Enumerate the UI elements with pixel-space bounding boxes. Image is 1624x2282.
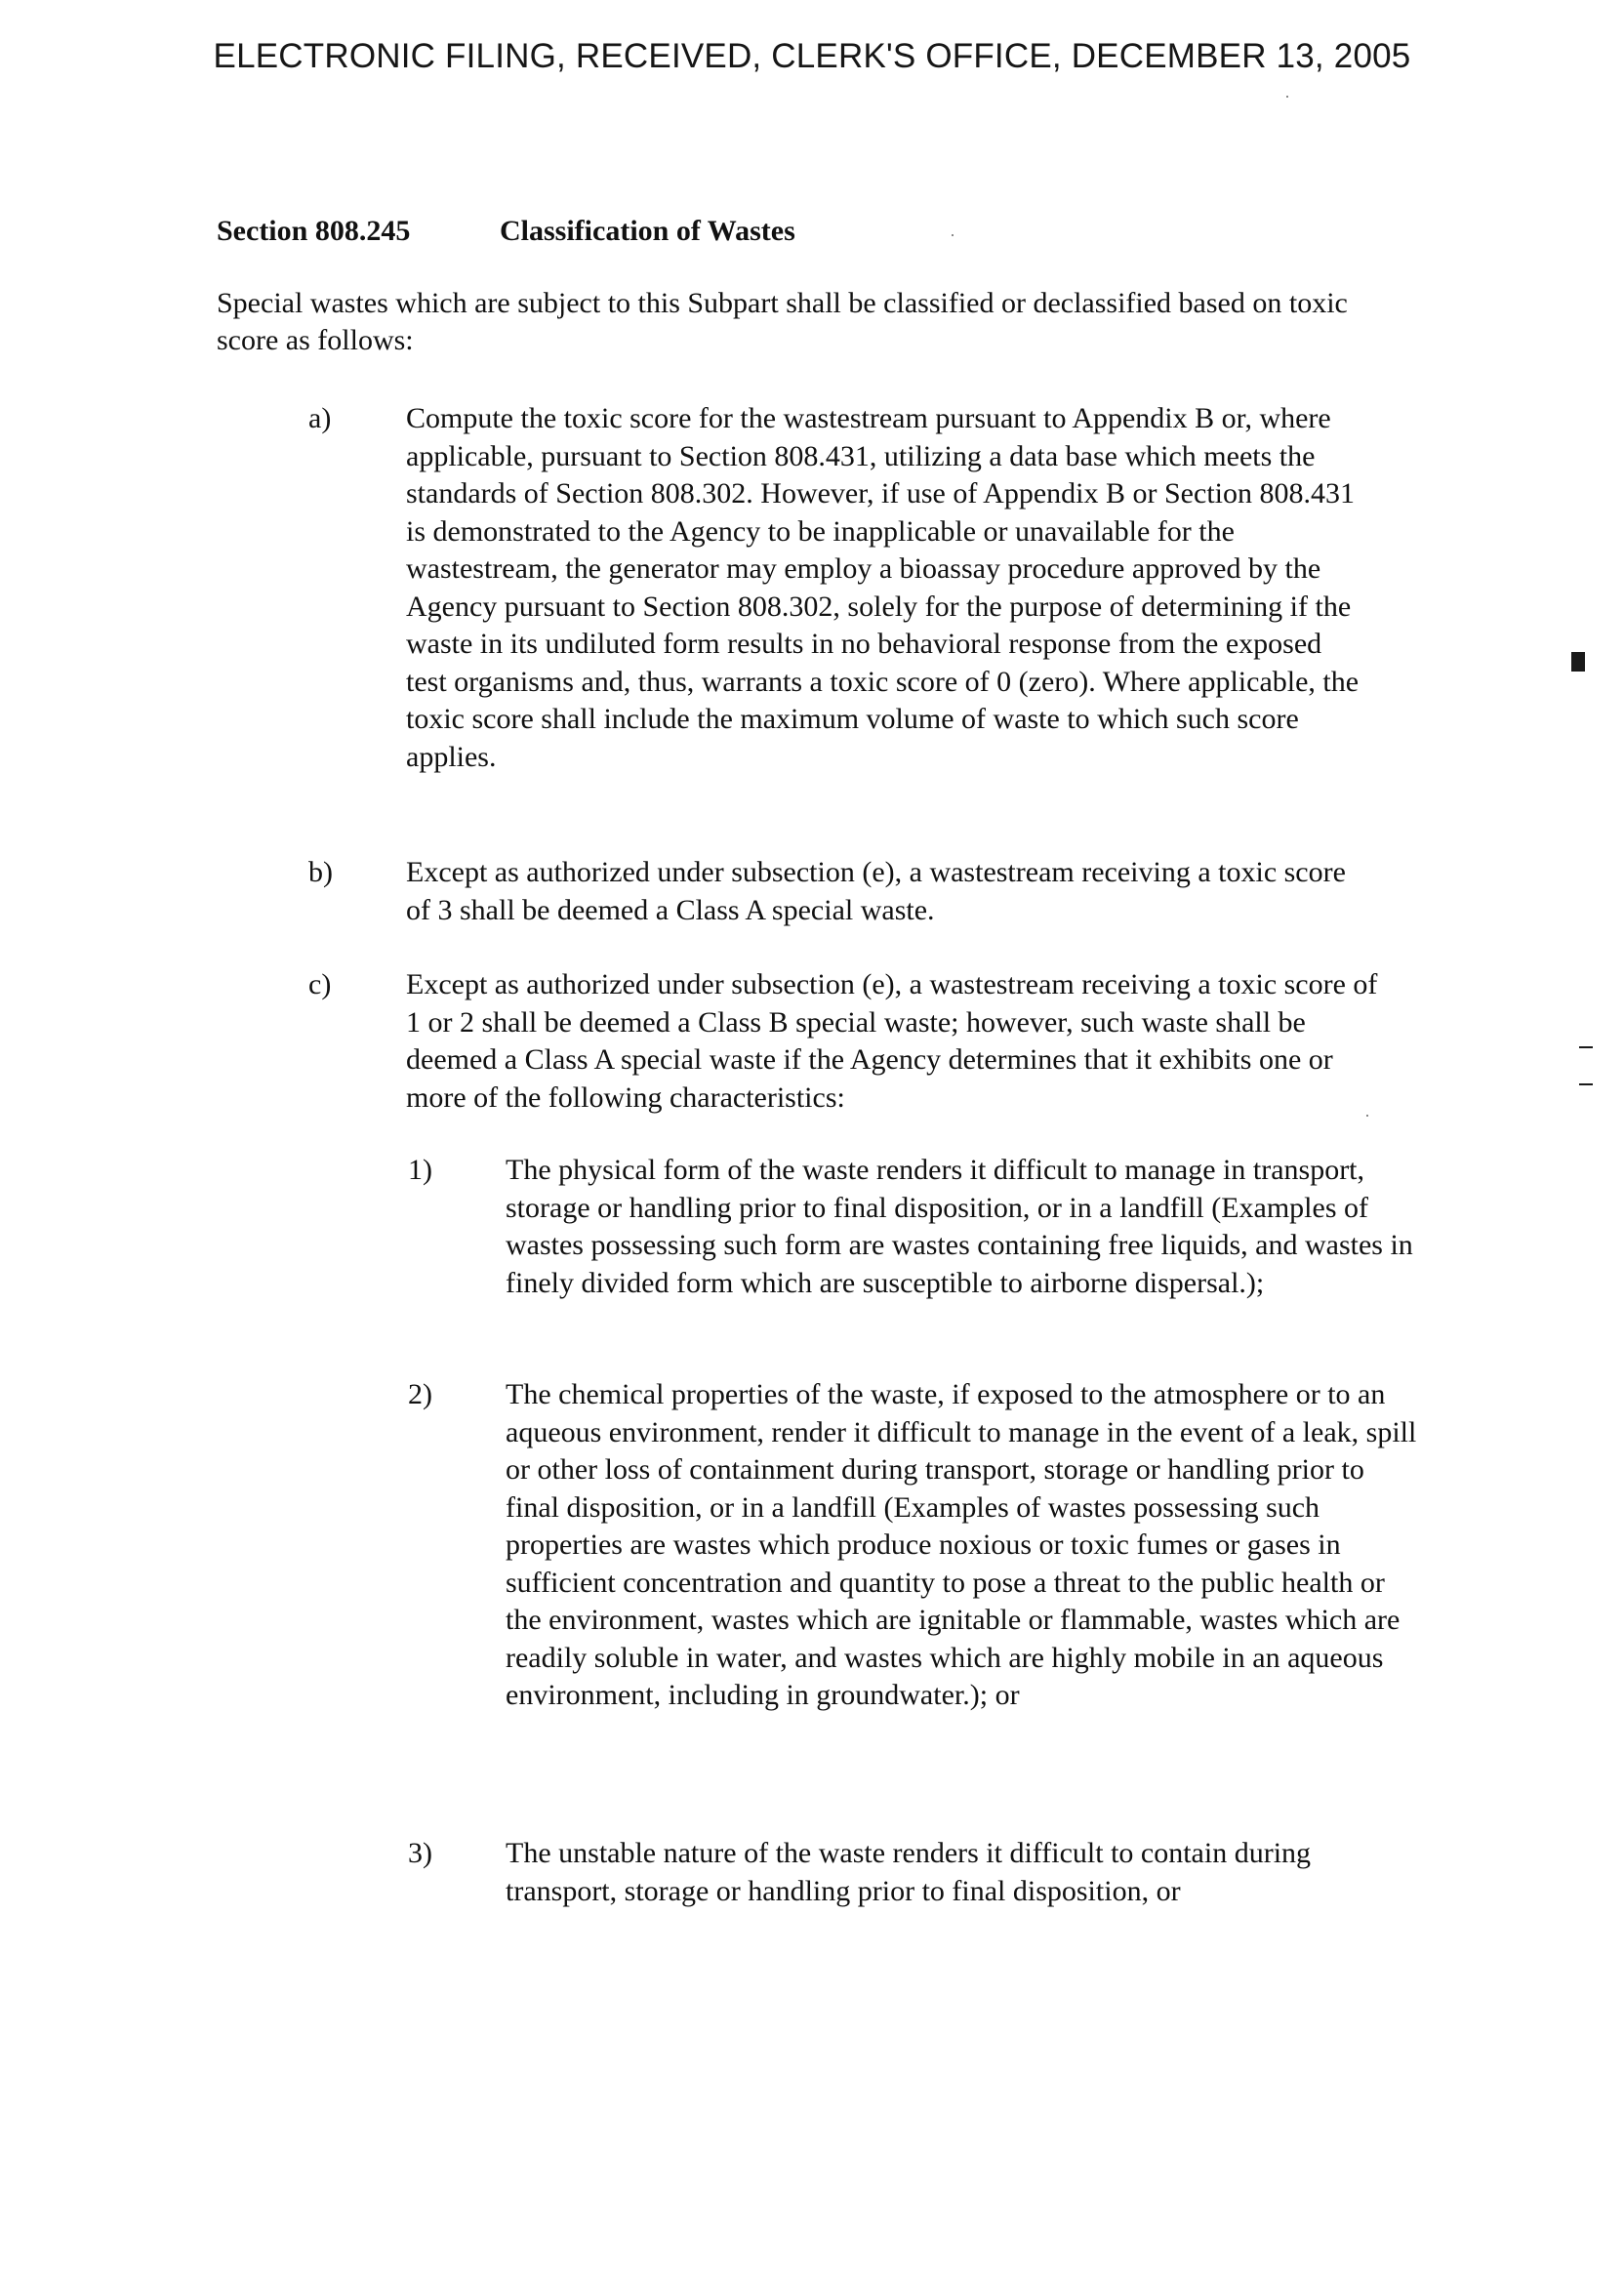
item-3-text: The unstable nature of the waste renders it difficult to contain during transport, storage or handling prior to final disposition, or: [506, 1837, 1312, 1907]
filing-stamp: ELECTRONIC FILING, RECEIVED, CLERK'S OFFICE, DECEMBER 13, 2005: [213, 37, 1411, 75]
margin-scan-mark: [1571, 652, 1585, 672]
subsection-c-text: Except as authorized under subsection (e), a wastestream receiving a toxic score of 1 or 2 shall be deemed a Class B special waste; however, such waste shall be deemed a Class A special waste if the Agency determines that it exhibits one or more of the following characteristics:: [406, 968, 1378, 1114]
item-1-text: The physical form of the waste renders it difficult to manage in transport, storage or handling prior to final disposition, or in a landfill (Examples of wastes possessing such form are wastes containing free liquids, and wastes in finely divided form which are susceptible to airborne dispersal.);: [506, 1154, 1413, 1299]
subsection-a-text: Compute the toxic score for the wastestream pursuant to Appendix B or, where applicable, pursuant to Section 808.431, utilizing a data base which meets the standards of Section 808.302. However, if use of Appendix B or Section 808.431 is demonstrated to the Agency to be inapplicable or unavailable for the wastestream, the generator may employ a bioassay procedure approved by the Agency pursuant to Section 808.302, solely for the purpose of determining if the waste in its undiluted form results in no behavioral response from the exposed test organisms and, thus, warrants a toxic score of 0 (zero). Where applicable, the toxic score shall include the maximum volume of waste to which such score applies.: [406, 402, 1360, 773]
item-2-text: The chemical properties of the waste, if exposed to the atmosphere or to an aqueous environment, render it difficult to manage in the event of a leak, spill or other loss of containment during transport, storage or handling prior to final disposition, or in a landfill (Examples of wastes possessing such properties are wastes which produce noxious or toxic fumes or gases in sufficient concentration and quantity to pose a threat to the public health or the environment, wastes which are ignitable or flammable, wastes which are readily soluble in water, and wastes which are highly mobile in an aqueous environment, including in groundwater.); or: [506, 1378, 1417, 1711]
item-1-label: 1): [408, 1154, 432, 1186]
section-heading: [217, 215, 795, 248]
subsection-a-label: a): [308, 402, 332, 434]
subsection-c-label: c): [308, 968, 332, 1000]
section-number: Section 808.245: [217, 215, 411, 247]
margin-scan-mark: [1579, 1046, 1593, 1048]
scan-speck: [952, 234, 954, 236]
item-2-label: 2): [408, 1378, 432, 1410]
subsection-b-text: Except as authorized under subsection (e), a wastestream receiving a toxic score of 3 shall be deemed a Class A special waste.: [406, 856, 1346, 926]
subsection-b-label: b): [308, 856, 333, 888]
scan-speck: [1366, 1115, 1368, 1117]
scan-speck: [1286, 96, 1288, 98]
item-3-label: 3): [408, 1837, 432, 1869]
margin-scan-mark: [1579, 1083, 1593, 1085]
intro-paragraph: Special wastes which are subject to this Subpart shall be classified or declassified based on toxic score as follows:: [217, 287, 1348, 356]
section-title: Classification of Wastes: [500, 215, 795, 247]
